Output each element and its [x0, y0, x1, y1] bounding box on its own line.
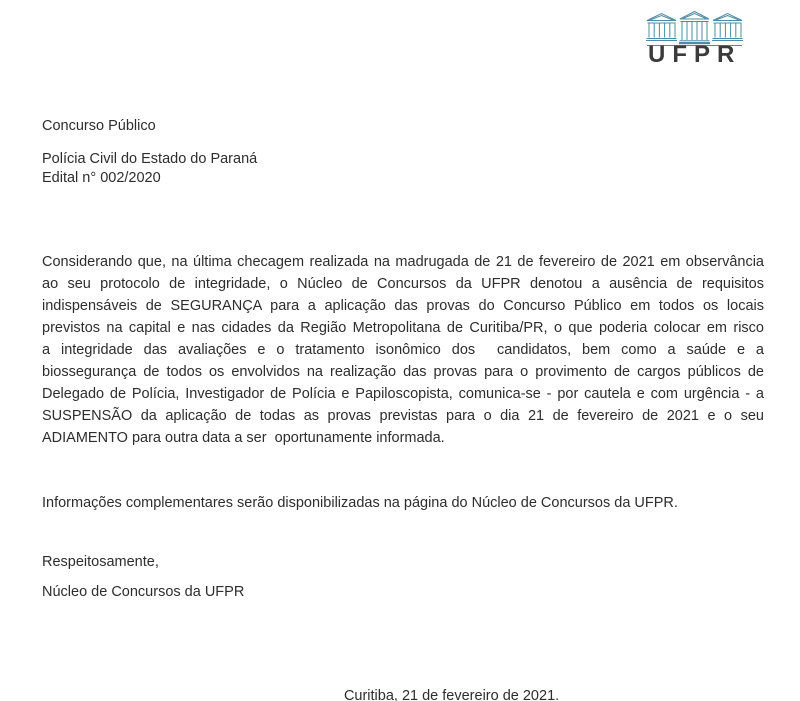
dateline-text: Curitiba, 21 de fevereiro de 2021.: [343, 688, 560, 701]
paragraph-line: biossegurança de todos os envolvidos na realização das provas para o provimento de cargos públicos de: [42, 364, 764, 380]
paragraph-line: Considerando que, na última checagem realizada na madrugada de 21 de fevereiro de 2021 em observância: [42, 254, 764, 270]
paragraph-line: a integridade das avaliações e o tratamento isonômico dos candidatos, bem como a saúde e a: [42, 342, 764, 358]
main-paragraph: [42, 251, 764, 449]
paragraph-line: ADIAMENTO para outra data a ser oportunamente informada.: [42, 430, 445, 446]
paragraph-line: SUSPENSÃO da aplicação de todas as provas previstas para o dia 21 de fevereiro de 2021 e o seu: [42, 408, 764, 424]
institution-line: Polícia Civil do Estado do Paraná: [42, 151, 258, 167]
paragraph-line: previstos na capital e nas cidades da Região Metropolitana de Curitiba/PR, o que poderia colocar em risco: [42, 320, 764, 336]
closing-line: Respeitosamente,: [42, 554, 159, 570]
edital-number-line: Edital n° 002/2020: [42, 170, 161, 186]
paragraph-line: Delegado de Polícia, Investigador de Polícia e Papiloscopista, comunica-se - por cautela e com urgência - a: [42, 386, 764, 402]
dateline: [0, 668, 800, 701]
paragraph-line: ao seu protocolo de integridade, o Núcleo de Concursos da UFPR denotou a ausência de requisitos: [42, 276, 764, 292]
paragraph-line: indispensáveis de SEGURANÇA para a aplicação das provas do Concurso Público em todos os locais: [42, 298, 764, 314]
info-line: Informações complementares serão disponibilizadas na página do Núcleo de Concursos da UFPR.: [42, 495, 678, 511]
ufpr-logo: [646, 10, 743, 67]
logo-wordmark: UFPR: [648, 41, 742, 68]
document-type-line: Concurso Público: [42, 118, 156, 134]
signature-line: Núcleo de Concursos da UFPR: [42, 584, 245, 600]
